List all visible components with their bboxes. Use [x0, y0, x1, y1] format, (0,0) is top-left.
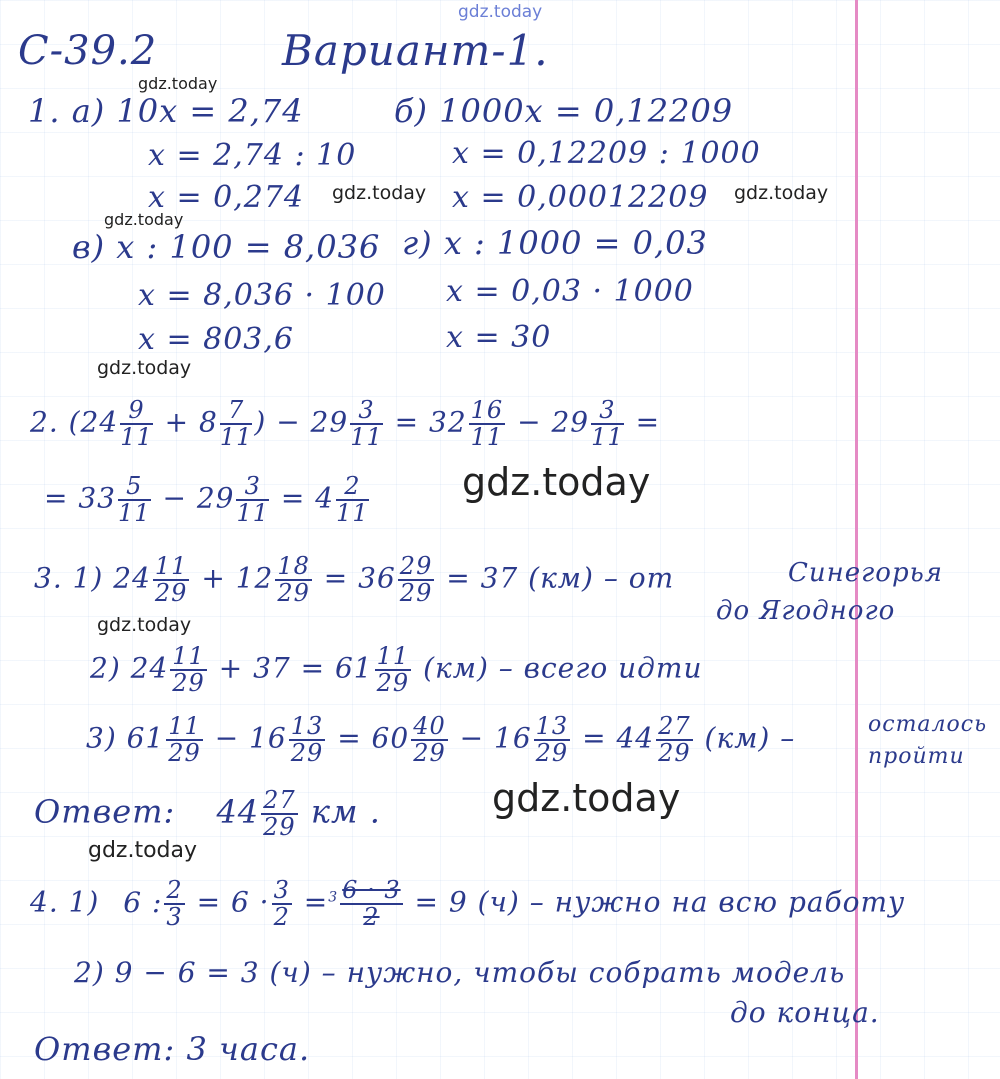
- task4-answer: Ответ: 3 часа.: [34, 1030, 311, 1068]
- watermark: gdz.today: [734, 182, 829, 204]
- task3-answer: Ответ: 44 $\frac{27}{29}$ км .: [34, 786, 381, 842]
- fraction: $\frac{3}{11}$: [350, 396, 383, 452]
- fraction: $\frac{3}{2}$: [273, 876, 290, 932]
- task1-a-line2: x = 2,74 : 10: [148, 138, 357, 173]
- watermark: gdz.today: [332, 182, 427, 204]
- fraction: $\frac{16}{11}$: [470, 396, 504, 452]
- fraction: $\frac{11}{29}$: [376, 642, 410, 698]
- fraction: $\frac{3}{11}$: [236, 472, 269, 528]
- fraction: $\frac{9}{11}$: [120, 396, 153, 452]
- task1-b-line2: x = 0,12209 : 1000: [452, 136, 761, 171]
- task2-open: (24: [68, 405, 119, 439]
- exercise-code: С-39.2: [18, 28, 158, 74]
- watermark: gdz.today: [97, 357, 192, 379]
- watermark: gdz.today: [97, 614, 192, 636]
- task1-v-line3: x = 803,6: [138, 322, 295, 357]
- fraction: $\frac{6 \cdot 3}{2}$: [342, 876, 401, 932]
- fraction: $\frac{11}{29}$: [168, 712, 201, 768]
- task2-line2: = 33 $\frac{5}{11}$ − 29 $\frac{3}{11}$ = 4 $\frac{2}{11}$: [44, 472, 369, 528]
- fraction: $\frac{3}{11}$: [591, 396, 624, 452]
- task1-a-line1: 1. а) 10x = 2,74: [28, 92, 304, 130]
- task1-v-line2: x = 8,036 · 100: [138, 278, 386, 313]
- task3-note-remaining: осталось: [868, 712, 988, 737]
- task1-g-line3: x = 30: [446, 320, 552, 355]
- fraction: $\frac{27}{29}$: [658, 712, 691, 768]
- variant-title: Вариант-1.: [282, 26, 549, 75]
- watermark: gdz.today: [88, 838, 198, 863]
- task3-step1: 3. 1) 24 $\frac{11}{29}$ + 12 $\frac{18}{29}$ = 36 $\frac{29}{29}$ = 37 (км) – от: [34, 552, 675, 608]
- watermark: gdz.today: [458, 2, 543, 22]
- task4-step1: 4. 1) 6 : $\frac{2}{3}$ = 6 · $\frac{3}{2}$ =$^3$ $\frac{6 \cdot 3}{2}$ = 9 (ч) – нужно на всю работу: [30, 876, 906, 932]
- task3-step2: 2) 24 $\frac{11}{29}$ + 37 = 61 $\frac{11}{29}$ (км) – всего идти: [90, 642, 703, 698]
- task4-step2-cont: до конца.: [730, 996, 880, 1029]
- task3-note-from: Синегорья: [788, 558, 943, 588]
- watermark: gdz.today: [104, 210, 184, 229]
- fraction: $\frac{11}{29}$: [154, 552, 188, 608]
- fraction: $\frac{2}{3}$: [166, 876, 183, 932]
- watermark: gdz.today: [462, 460, 651, 504]
- fraction: $\frac{11}{29}$: [172, 642, 205, 698]
- task3-note-to-go: пройти: [868, 744, 965, 769]
- fraction: $\frac{27}{29}$: [263, 786, 296, 842]
- task2-label: 2.: [30, 405, 59, 439]
- fraction: $\frac{29}{29}$: [399, 552, 433, 608]
- watermark: gdz.today: [492, 776, 681, 820]
- task2-line1: 2. (24 $\frac{9}{11}$ + 8 $\frac{7}{11}$ ) − 29 $\frac{3}{11}$ = 32 $\frac{16}{11}$ − 29 $\frac{3}{11}$ =: [30, 396, 661, 452]
- fraction: $\frac{2}{11}$: [336, 472, 369, 528]
- watermark: gdz.today: [138, 74, 218, 93]
- task4-step2: 2) 9 − 6 = 3 (ч) – нужно, чтобы собрать модель: [74, 956, 846, 989]
- task1-v-line1: в) x : 100 = 8,036: [72, 228, 381, 266]
- fraction: $\frac{18}{29}$: [277, 552, 310, 608]
- fraction: $\frac{13}{29}$: [290, 712, 324, 768]
- fraction: $\frac{5}{11}$: [118, 472, 151, 528]
- task1-b-line3: x = 0,00012209: [452, 180, 709, 215]
- fraction: $\frac{7}{11}$: [219, 396, 253, 452]
- task3-step3: 3) 61 $\frac{11}{29}$ − 16 $\frac{13}{29}$ = 60 $\frac{40}{29}$ − 16 $\frac{13}{29}$ = 44 $\frac{27}{29}$ (км) –: [86, 712, 796, 768]
- task1-b-line1: б) 1000x = 0,12209: [394, 92, 734, 130]
- task1-a-line3: x = 0,274: [148, 180, 305, 215]
- task3-note-to: до Ягодного: [716, 596, 896, 626]
- fraction: $\frac{40}{29}$: [413, 712, 446, 768]
- task1-g-line2: x = 0,03 · 1000: [446, 274, 694, 309]
- task1-g-line1: г) x : 1000 = 0,03: [402, 224, 708, 262]
- fraction: $\frac{13}{29}$: [535, 712, 569, 768]
